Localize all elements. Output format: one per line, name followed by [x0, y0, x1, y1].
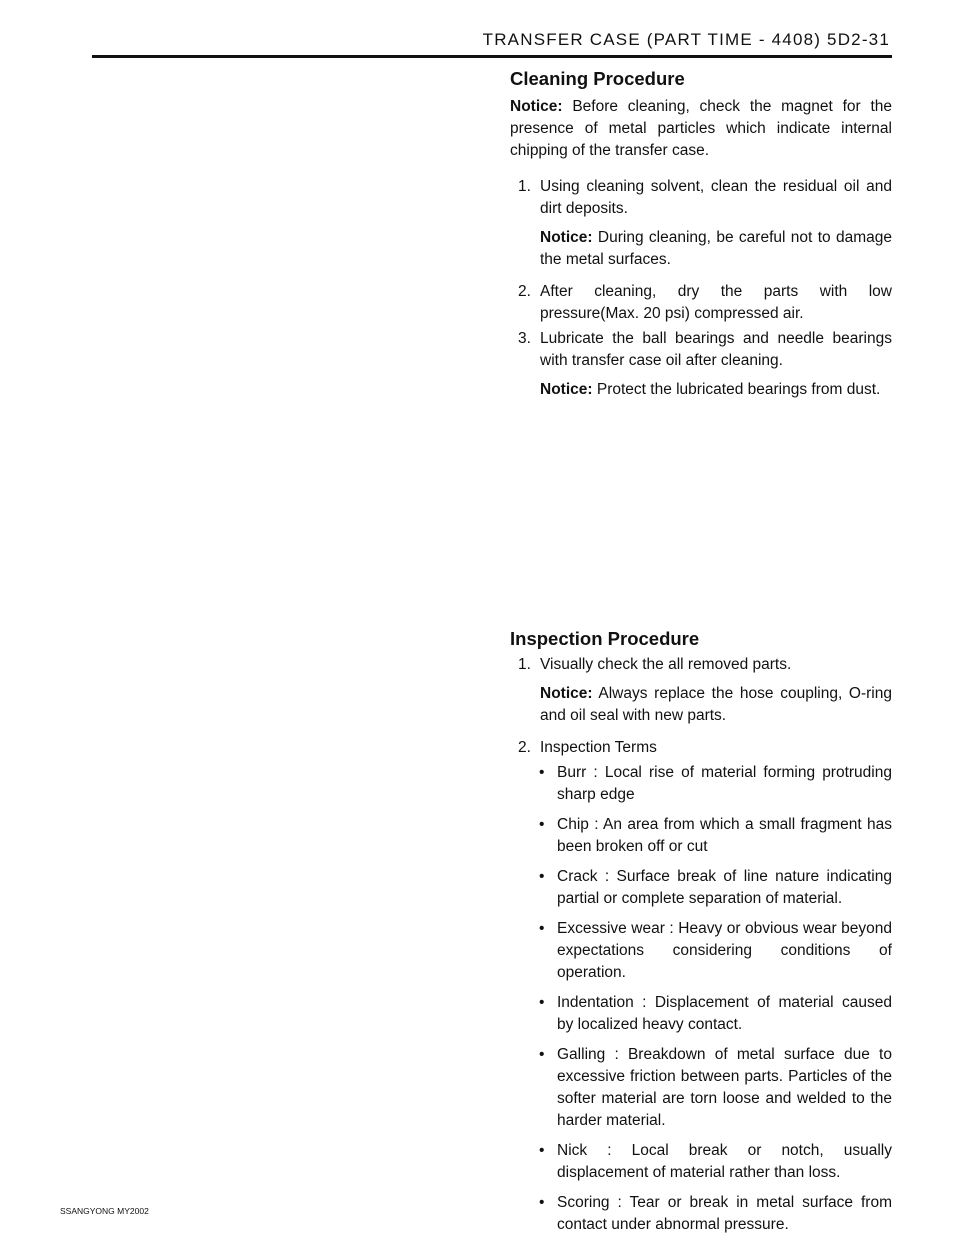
list-number: 2. [518, 739, 531, 756]
term-item [510, 1140, 892, 1184]
list-item [510, 328, 892, 372]
term-text: Scoring : Tear or break in metal surface from contact under abnormal pressure. [557, 1194, 892, 1233]
bullet-icon: • [539, 920, 545, 937]
term-text: Crack : Surface break of line nature indicating partial or complete separation of material. [557, 868, 892, 907]
inspection-subnote-1 [540, 683, 892, 727]
bullet-icon: • [539, 1046, 545, 1063]
term-item [510, 918, 892, 984]
inspection-heading: Inspection Procedure [510, 628, 700, 649]
term-text: Nick : Local break or notch, usually displacement of material rather than loss. [557, 1142, 892, 1181]
list-item [510, 654, 892, 676]
term-item [510, 866, 892, 910]
list-item [510, 281, 892, 325]
cleaning-heading: Cleaning Procedure [510, 68, 685, 89]
notice-label: Notice: [540, 685, 593, 702]
notice-text: Always replace the hose coupling, O-ring and oil seal with new parts. [540, 685, 892, 724]
list-number: 3. [518, 330, 531, 347]
list-number: 2. [518, 283, 531, 300]
term-text: Chip : An area from which a small fragment has been broken off or cut [557, 816, 892, 855]
bullet-icon: • [539, 868, 545, 885]
list-text: Lubricate the ball bearings and needle bearings with transfer case oil after cleaning. [540, 330, 892, 369]
bullet-icon: • [539, 1194, 545, 1211]
notice-label: Notice: [540, 229, 593, 246]
inspection-section [510, 628, 892, 1236]
term-item [510, 814, 892, 858]
list-item [510, 737, 892, 759]
bullet-icon: • [539, 764, 545, 781]
term-text: Galling : Breakdown of metal surface due to excessive friction between parts. Particles of the softer material are torn loose and welded to the harder material. [557, 1046, 892, 1129]
notice-text: During cleaning, be careful not to damage the metal surfaces. [540, 229, 892, 268]
header-rule [92, 55, 892, 58]
footer-text: SSANGYONG MY2002 [60, 1206, 149, 1216]
term-text: Burr : Local rise of material forming protruding sharp edge [557, 764, 892, 803]
term-text: Excessive wear : Heavy or obvious wear beyond expectations considering conditions of operation. [557, 920, 892, 981]
cleaning-subnote-3 [540, 379, 892, 401]
cleaning-section [510, 68, 892, 401]
notice-label: Notice: [540, 381, 593, 398]
list-item [510, 176, 892, 220]
notice-label: Notice: [510, 98, 563, 115]
cleaning-notice [510, 96, 892, 162]
list-text: Visually check the all removed parts. [540, 656, 792, 673]
term-item [510, 1044, 892, 1132]
bullet-icon: • [539, 816, 545, 833]
list-number: 1. [518, 656, 531, 673]
list-text: After cleaning, dry the parts with low pressure(Max. 20 psi) compressed air. [540, 283, 892, 322]
bullet-icon: • [539, 994, 545, 1011]
list-text: Using cleaning solvent, clean the residual oil and dirt deposits. [540, 178, 892, 217]
term-item [510, 1192, 892, 1236]
bullet-icon: • [539, 1142, 545, 1159]
notice-text: Before cleaning, check the magnet for the presence of metal particles which indicate internal chipping of the transfer case. [510, 98, 892, 159]
cleaning-subnote-1 [540, 227, 892, 271]
term-item [510, 992, 892, 1036]
list-number: 1. [518, 178, 531, 195]
notice-text: Protect the lubricated bearings from dust. [592, 381, 881, 398]
term-item [510, 762, 892, 806]
term-text: Indentation : Displacement of material caused by localized heavy contact. [557, 994, 892, 1033]
page-header-title: TRANSFER CASE (PART TIME - 4408) 5D2-31 [482, 30, 890, 49]
list-text: Inspection Terms [540, 739, 657, 756]
